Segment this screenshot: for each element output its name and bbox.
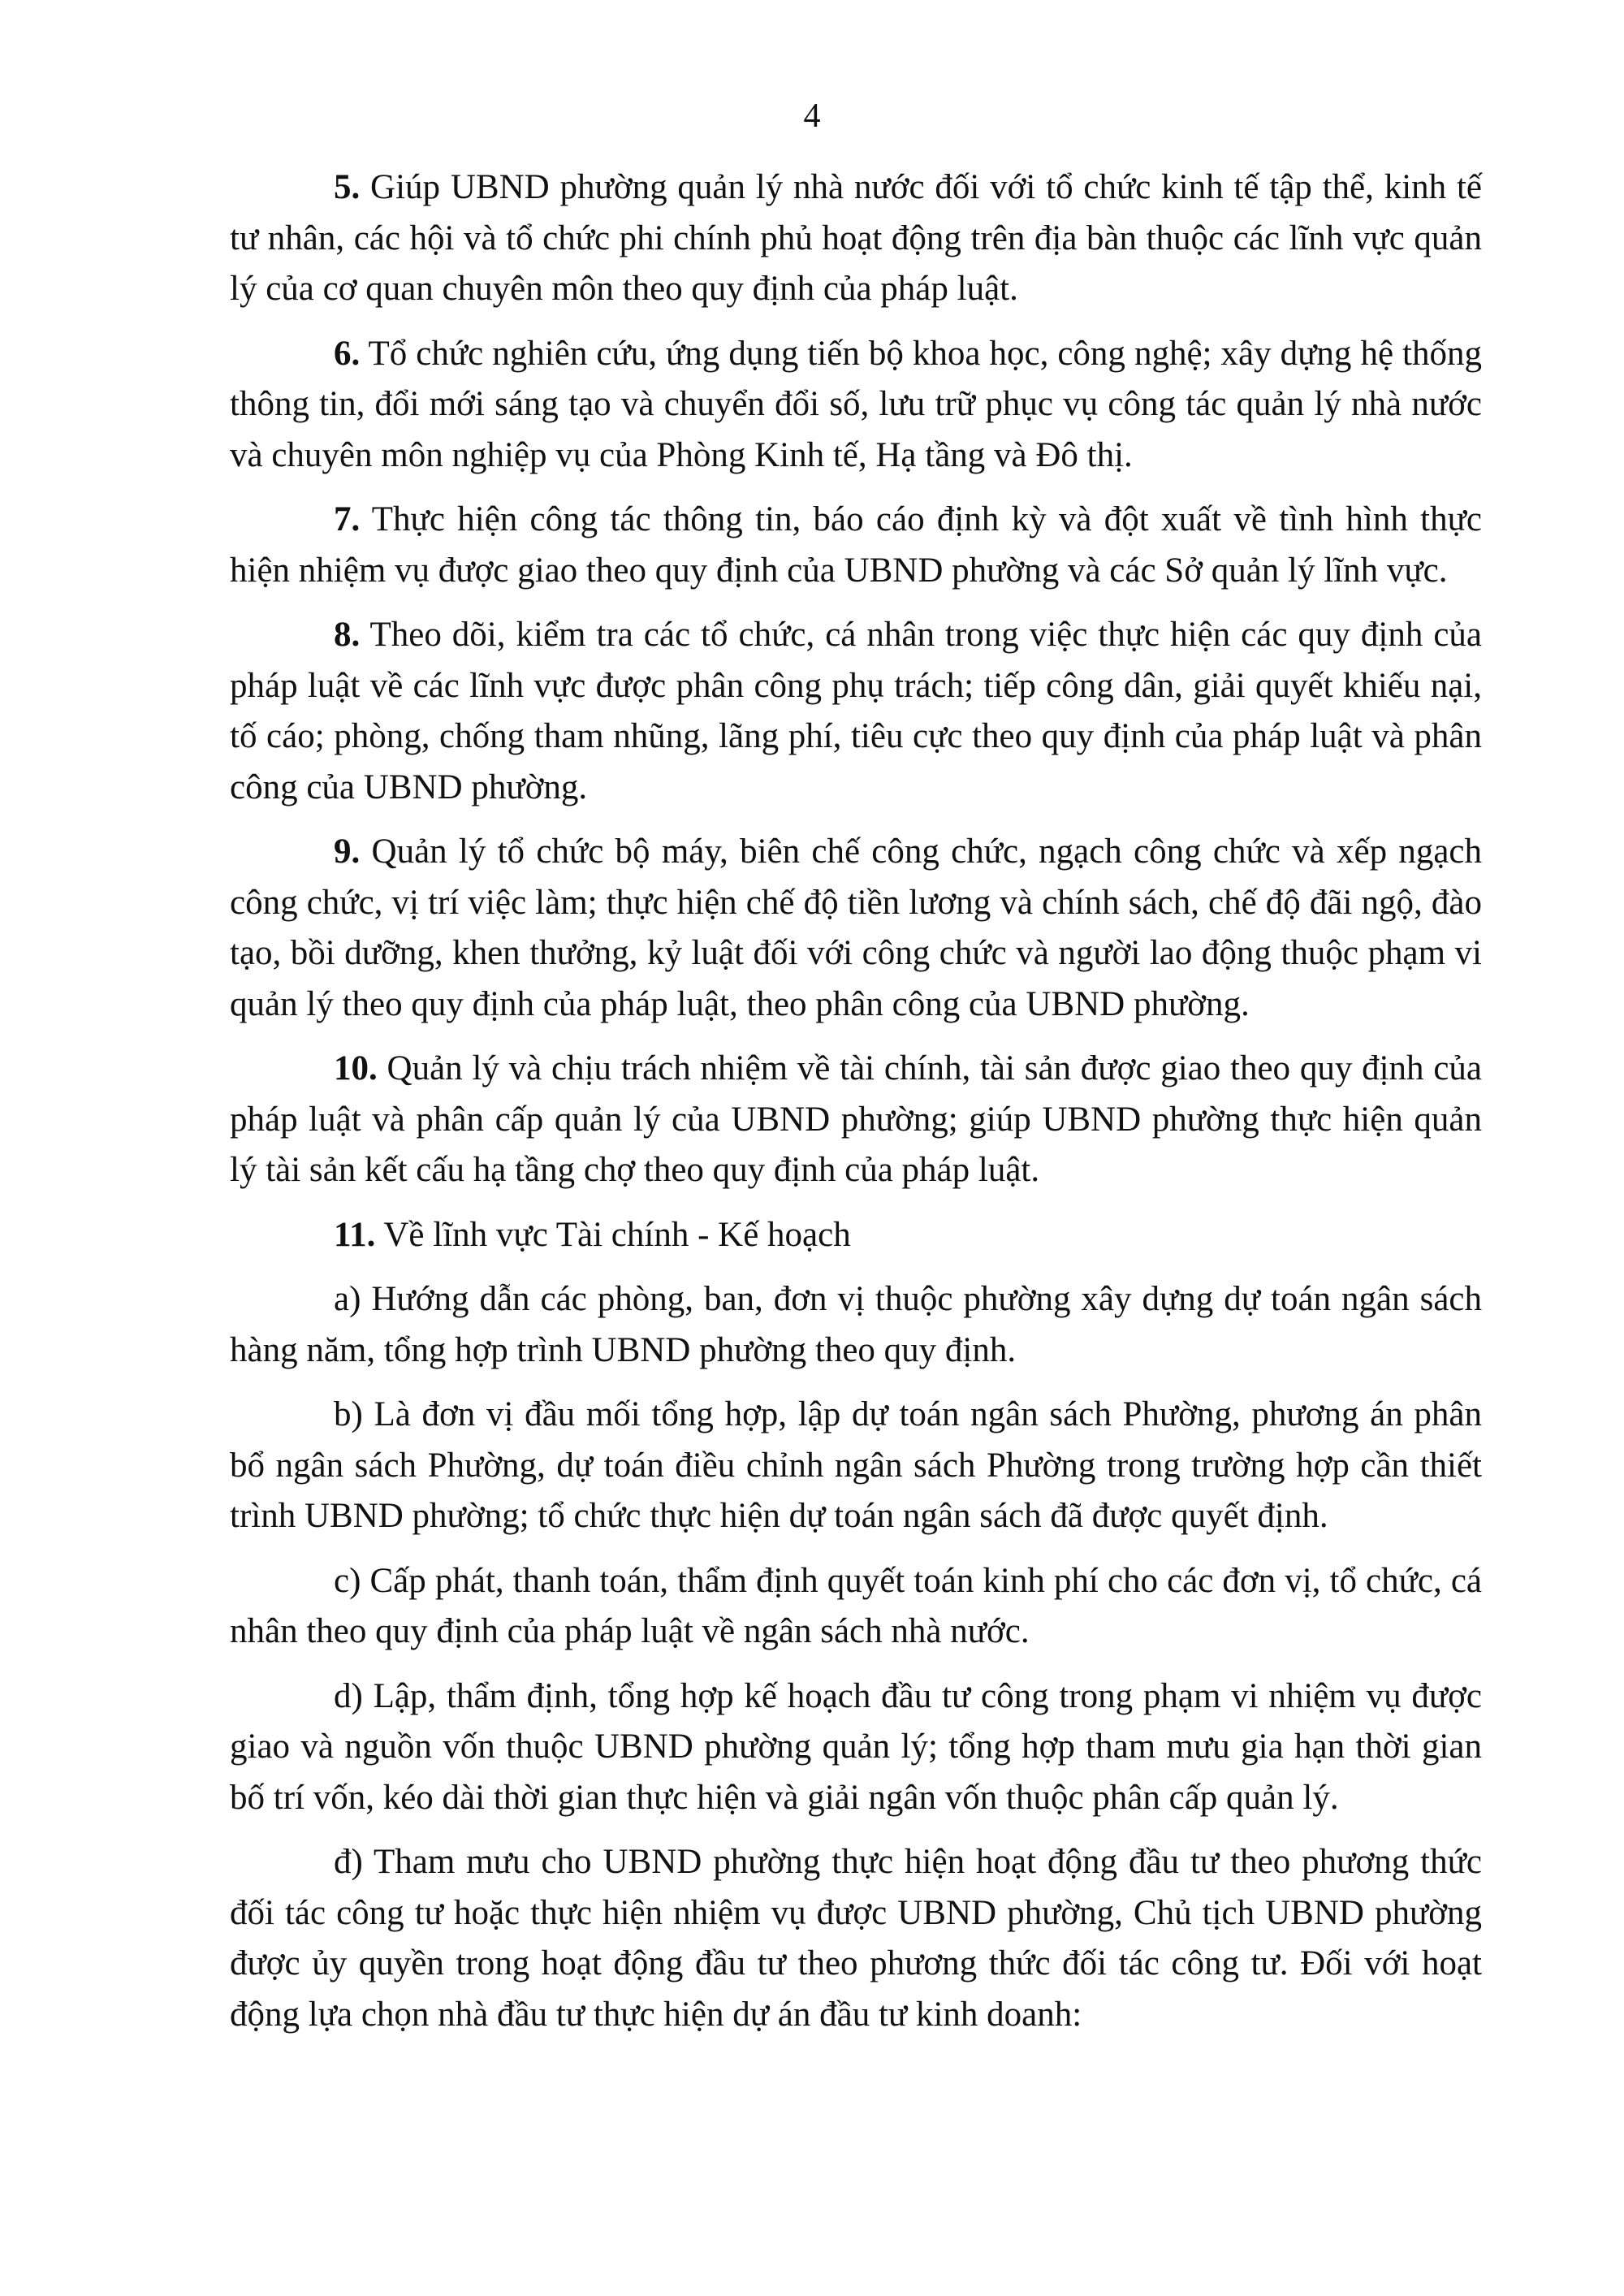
paragraph-text: Quản lý tổ chức bộ máy, biên chế công chức, ngạch công chức và xếp ngạch công chức, vị trí việc làm; thực hiện chế độ tiền lương và chính sách, chế độ đãi ngộ, đào tạo, bồi dưỡng, khen thưởng, kỷ luật đối với công chức và người lao động thuộc phạm vi quản lý theo quy định của pháp luật, theo phân công của UBND phường. bbox=[230, 832, 1482, 1023]
paragraph-text: Theo dõi, kiểm tra các tổ chức, cá nhân trong việc thực hiện các quy định của pháp luật về các lĩnh vực được phân công phụ trách; tiếp công dân, giải quyết khiếu nại, tố cáo; phòng, chống tham nhũng, lãng phí, tiêu cực theo quy định của pháp luật và phân công của UBND phường. bbox=[230, 616, 1482, 806]
paragraph-7 bbox=[230, 495, 1482, 596]
paragraph-5 bbox=[230, 162, 1482, 315]
paragraph-8 bbox=[230, 610, 1482, 813]
paragraph-text: Thực hiện công tác thông tin, báo cáo định kỳ và đột xuất về tình hình thực hiện nhiệm vụ được giao theo quy định của UBND phường và các Sở quản lý lĩnh vực. bbox=[230, 500, 1482, 590]
subitem-c: c) Cấp phát, thanh toán, thẩm định quyết toán kinh phí cho các đơn vị, tổ chức, cá nhân theo quy định của pháp luật về ngân sách nhà nước. bbox=[230, 1561, 1482, 1650]
subitem-d: d) Lập, thẩm định, tổng hợp kế hoạch đầu tư công trong phạm vi nhiệm vụ được giao và nguồn vốn thuộc UBND phường quản lý; tổng hợp tham mưu gia hạn thời gian bố trí vốn, kéo dài thời gian thực hiện và giải ngân vốn thuộc phân cấp quản lý. bbox=[230, 1676, 1482, 1817]
item-number: 7. bbox=[334, 500, 361, 538]
page-number: 4 bbox=[803, 97, 821, 135]
paragraph-6 bbox=[230, 329, 1482, 482]
item-number: 9. bbox=[334, 832, 361, 871]
paragraph-11 bbox=[230, 1210, 1482, 1261]
paragraph-text: Về lĩnh vực Tài chính - Kế hoạch bbox=[375, 1215, 851, 1254]
item-number: 10. bbox=[334, 1049, 378, 1087]
subitem-a: a) Hướng dẫn các phòng, ban, đơn vị thuộc phường xây dựng dự toán ngân sách hàng năm, tổng hợp trình UBND phường theo quy định. bbox=[230, 1280, 1482, 1369]
paragraph-10 bbox=[230, 1044, 1482, 1196]
item-number: 8. bbox=[334, 616, 361, 654]
subitem-dd: đ) Tham mưu cho UBND phường thực hiện hoạt động đầu tư theo phương thức đối tác công tư hoặc thực hiện nhiệm vụ được UBND phường, Chủ tịch UBND phường được ủy quyền trong hoạt động đầu tư theo phương thức đối tác công tư. Đối với hoạt động lựa chọn nhà đầu tư thực hiện dự án đầu tư kinh doanh: bbox=[230, 1843, 1482, 2034]
subitem-b: b) Là đơn vị đầu mối tổng hợp, lập dự toán ngân sách Phường, phương án phân bổ ngân sách Phường, dự toán điều chỉnh ngân sách Phường trong trường hợp cần thiết trình UBND phường; tổ chức thực hiện dự toán ngân sách đã được quyết định. bbox=[230, 1395, 1482, 1535]
document-body bbox=[230, 162, 1482, 2054]
item-number: 5. bbox=[334, 168, 361, 206]
paragraph-text: Giúp UBND phường quản lý nhà nước đối với tổ chức kinh tế tập thể, kinh tế tư nhân, các hội và tổ chức phi chính phủ hoạt động trên địa bàn thuộc các lĩnh vực quản lý của cơ quan chuyên môn theo quy định của pháp luật. bbox=[230, 168, 1482, 308]
item-number: 11. bbox=[334, 1215, 376, 1254]
paragraph-9 bbox=[230, 827, 1482, 1030]
paragraph-text: Quản lý và chịu trách nhiệm về tài chính, tài sản được giao theo quy định của pháp luật và phân cấp quản lý của UBND phường; giúp UBND phường thực hiện quản lý tài sản kết cấu hạ tầng chợ theo quy định của pháp luật. bbox=[230, 1049, 1482, 1189]
item-number: 6. bbox=[334, 334, 361, 373]
paragraph-text: Tổ chức nghiên cứu, ứng dụng tiến bộ khoa học, công nghệ; xây dựng hệ thống thông tin, đổi mới sáng tạo và chuyển đổi số, lưu trữ phục vụ công tác quản lý nhà nước và chuyên môn nghiệp vụ của Phòng Kinh tế, Hạ tầng và Đô thị. bbox=[230, 334, 1482, 474]
